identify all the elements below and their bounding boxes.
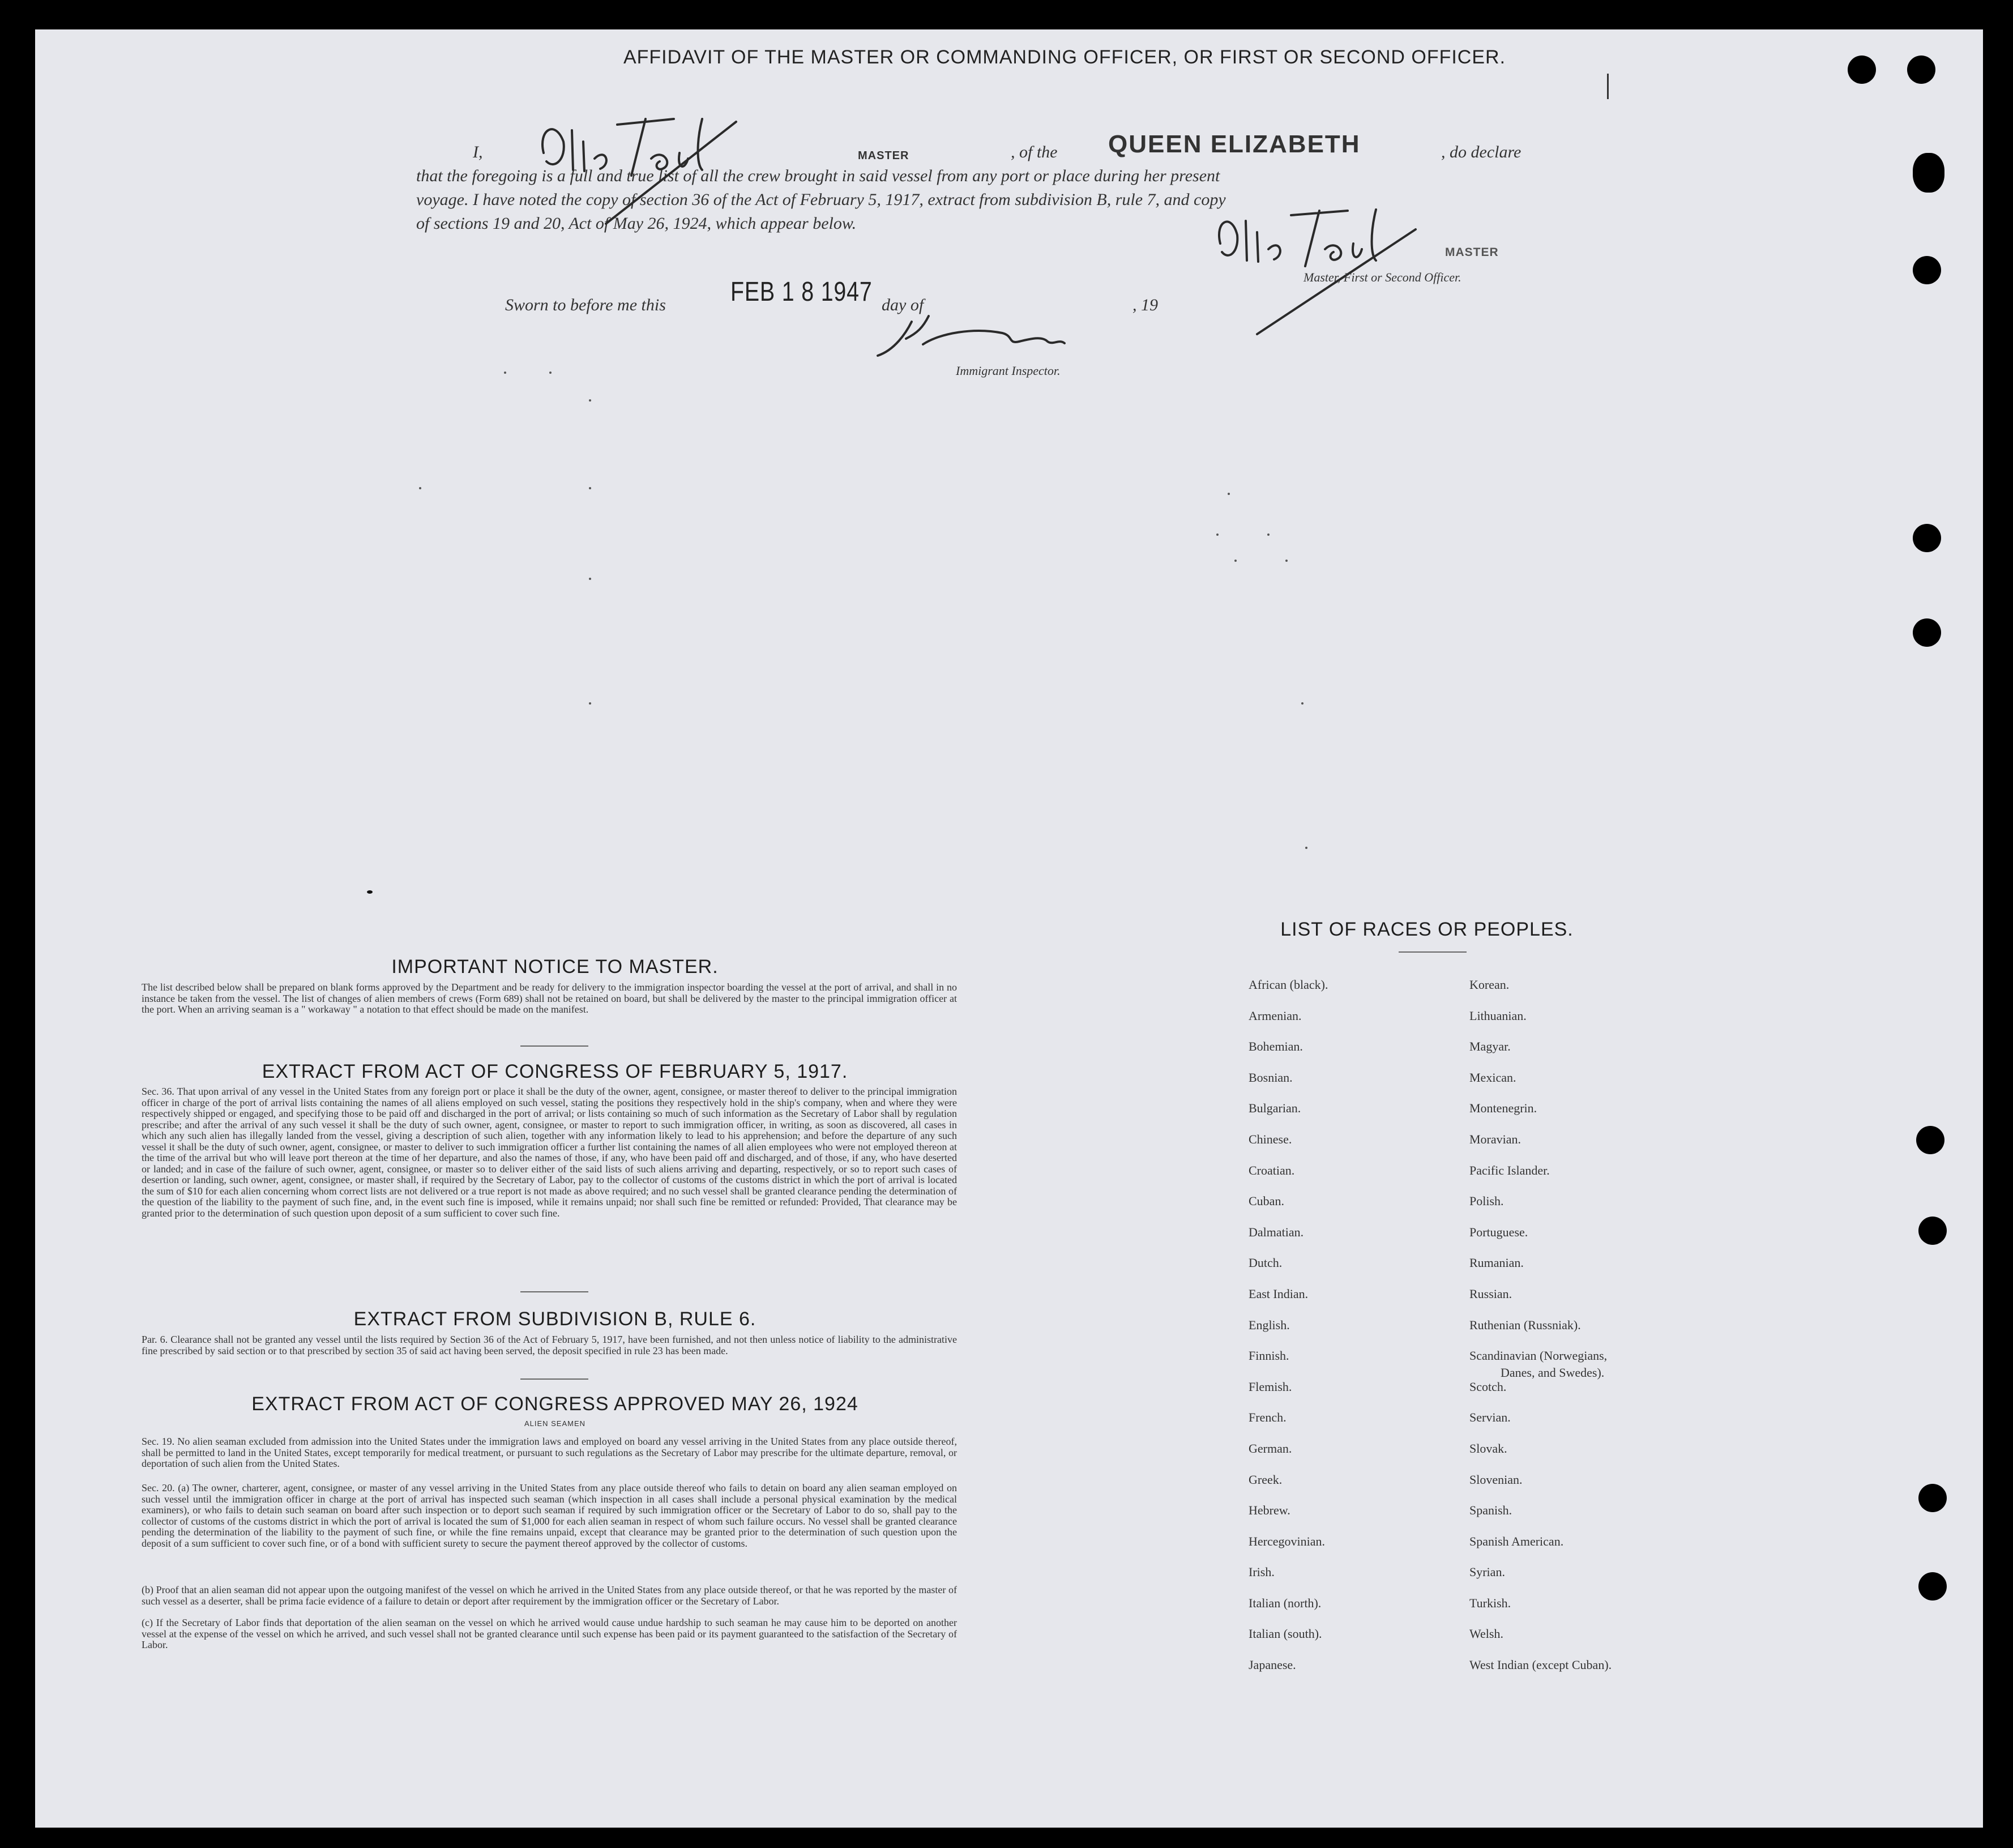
race-item: Italian (south). — [1249, 1627, 1322, 1641]
speck — [1305, 847, 1307, 849]
speck — [1267, 534, 1270, 536]
declaration-line-4: of sections 19 and 20, Act of May 26, 1924, which appear below. — [416, 214, 857, 233]
vessel-name: QUEEN ELIZABETH — [1108, 130, 1361, 158]
race-item: African (black). — [1249, 978, 1328, 992]
punch-hole-3 — [1913, 153, 1944, 193]
race-item: Finnish. — [1249, 1348, 1289, 1363]
race-item: English. — [1249, 1317, 1290, 1332]
master-signature-1 — [532, 108, 747, 232]
race-item: Croatian. — [1249, 1163, 1295, 1177]
races-heading: LIST OF RACES OR PEOPLES. — [1280, 919, 1574, 940]
race-item-continuation: Danes, and Swedes). — [1501, 1365, 1605, 1380]
year-label: , 19 — [1132, 296, 1158, 314]
race-item: Pacific Islander. — [1469, 1163, 1550, 1177]
extract-1924-sec20a: Sec. 20. (a) The owner, charterer, agent, consignee, or master of any vessel arriving in the United States from any place outside thereof who fails to detain on board any alien seaman employed on such vessel until the immigration officer in charge at the port of arrival has inspected such seaman (which inspection in all cases shall include a personal physical examination by the medical examiners), or who fails to detain such seaman on board after such inspection or to deport such seaman if required by such immigration officer or the Secretary of Labor to do so, shall pay to the collector of customs of the customs district in which the port of arrival is located the sum of $1,000 for each alien seaman in respect of whom such failure occurs. No vessel shall be granted clearance pending the determination of the liability to the payment of such fine, or while the fine remains unpaid, except that clearance may be granted prior to the determination of such question upon the deposit of a sum sufficient to cover such fine, or of a bond with sufficient surety to secure the payment thereof approved by the collector of customs. — [142, 1482, 957, 1549]
sworn-date-stamp: FEB 1 8 1947 — [730, 277, 873, 307]
race-item: German. — [1249, 1441, 1292, 1456]
race-item: Flemish. — [1249, 1379, 1292, 1394]
divider — [1399, 951, 1467, 953]
extract-1924-sec19: Sec. 19. No alien seaman excluded from admission into the United States under the immigration laws and employed on board any vessel arriving in the United States from any place outside thereof, shall be permitted to land in the United States, except temporarily for medical treatment, or pursuant to such regulations as the Secretary of Labor may prescribe for the ultimate departure, removal, or deportation of such alien from the United States. — [142, 1436, 957, 1469]
punch-hole-6 — [1913, 618, 1941, 647]
punch-hole-1 — [1848, 56, 1876, 84]
race-item: Portuguese. — [1469, 1224, 1528, 1239]
affidavit-heading: AFFIDAVIT OF THE MASTER OR COMMANDING OFFICER, OR FIRST OR SECOND OFFICER. — [623, 46, 1506, 68]
sworn-label: Sworn to before me this — [505, 296, 666, 314]
divider — [520, 1378, 588, 1380]
speck — [1228, 493, 1230, 495]
speck — [1607, 74, 1609, 99]
signature-rank-stamp: MASTER — [1445, 246, 1499, 259]
race-item: Scotch. — [1469, 1379, 1507, 1394]
day-of-label: day of — [882, 296, 924, 314]
inspector-caption: Immigrant Inspector. — [956, 364, 1061, 378]
race-item: Bulgarian. — [1249, 1101, 1301, 1116]
punch-hole-9 — [1918, 1484, 1947, 1512]
do-declare-label: , do declare — [1441, 143, 1521, 161]
race-item: Japanese. — [1249, 1658, 1296, 1672]
master-signature-2 — [1206, 198, 1427, 340]
race-item: Slovenian. — [1469, 1472, 1523, 1487]
notice-heading: IMPORTANT NOTICE TO MASTER. — [391, 956, 719, 978]
race-item: West Indian (except Cuban). — [1469, 1658, 1612, 1672]
i-label: I, — [473, 143, 483, 161]
divider — [520, 1291, 588, 1292]
race-item: Bosnian. — [1249, 1070, 1293, 1085]
punch-hole-5 — [1913, 524, 1941, 552]
speck — [549, 372, 552, 374]
race-item: Welsh. — [1469, 1627, 1503, 1641]
race-item: Slovak. — [1469, 1441, 1507, 1456]
race-item: Ruthenian (Russniak). — [1469, 1317, 1581, 1332]
speck — [1234, 560, 1237, 562]
punch-hole-8 — [1918, 1217, 1947, 1245]
race-item: Scandinavian (Norwegians, — [1469, 1348, 1608, 1363]
extract-1924-heading: EXTRACT FROM ACT OF CONGRESS APPROVED MAY 26, 1924 — [251, 1393, 858, 1415]
race-item: Spanish American. — [1469, 1534, 1564, 1548]
speck — [504, 372, 506, 374]
speck — [1216, 534, 1219, 536]
race-item: Dutch. — [1249, 1256, 1283, 1270]
extract-1924-sec20b: (b) Proof that an alien seaman did not appear upon the outgoing manifest of the vessel on which he arrived in the United States from any place outside thereof, or that he was reported by the master of such vessel as a deserter, shall be prima facie evidence of a failure to detain or deport after requirement by the immigration officer or the Secretary of Labor. — [142, 1584, 957, 1607]
punch-hole-10 — [1918, 1572, 1947, 1601]
race-item: Russian. — [1469, 1286, 1512, 1301]
speck — [1301, 702, 1303, 705]
race-item: Italian (north). — [1249, 1595, 1322, 1610]
punch-hole-4 — [1913, 256, 1941, 284]
signature-caption: Master, First or Second Officer. — [1303, 270, 1461, 284]
race-item: Hercegovinian. — [1249, 1534, 1325, 1548]
speck — [1285, 560, 1288, 562]
race-item: Greek. — [1249, 1472, 1283, 1487]
speck — [589, 578, 591, 580]
race-item: French. — [1249, 1410, 1287, 1425]
race-item: Chinese. — [1249, 1132, 1292, 1146]
rule6-heading: EXTRACT FROM SUBDIVISION B, RULE 6. — [353, 1308, 757, 1330]
divider — [520, 1045, 588, 1047]
race-item: Montenegrin. — [1469, 1101, 1537, 1116]
race-item: Korean. — [1469, 978, 1510, 992]
rule6-text: Par. 6. Clearance shall not be granted any vessel until the lists required by Section 36 of the Act of February 5, 1917, have been furnished, and not then unless notice of liability to the administrative fine prescribed by said section or to that prescribed by section 35 of said act having been served, the deposit specified in rule 23 has been made. — [142, 1334, 957, 1356]
speck — [589, 399, 591, 402]
race-item: Rumanian. — [1469, 1256, 1524, 1270]
race-item: Lithuanian. — [1469, 1008, 1527, 1023]
race-item: Hebrew. — [1249, 1503, 1290, 1518]
speck — [419, 487, 421, 489]
extract-1917-text: Sec. 36. That upon arrival of any vessel in the United States from any foreign port or place it shall be the duty of the owner, agent, consignee, or master thereof to deliver to the principal immigration officer in charge of the port of arrival lists containing the names of all aliens employed on such vessel, stating the positions they respectively hold in the ship's company, when and where they were respectively shipped or engaged, and specifying those to be paid off and discharged in the port of arrival; or lists containing so much of such information as the Secretary of Labor shall by regulation prescribe; and after the arrival of any such vessel it shall be the duty of such owner, agent, consignee, or master to report to such immigration officer, in writing, as soon as discovered, all cases in which any such alien has illegally landed from the vessel, giving a description of such alien, together with any information likely to lead to his apprehension; and before the departure of any such vessel it shall be the duty of such owner, agent, consignee, or master to deliver to such immigration officer a further list containing the names of all alien employees who were not employed thereon at the time of the arrival but who will leave port thereon at the time of her departure, and also the names of those, if any, who have been paid off and discharged, and of those, if any, who have deserted or landed; and in case of the failure of such owner, agent, consignee, or master so to deliver either of the said lists of such aliens arriving and departing, respectively, or so to report such cases of desertion or landing, such owner, agent, consignee, or master shall, if required by the Secretary of Labor, pay to the collector of customs of the customs district in which the port of arrival is located the sum of $10 for each alien concerning whom correct lists are not delivered or a true report is not made as above required; and no such vessel shall be granted clearance pending the determination of the question of the liability to the payment of such fine, and, in the event such fine is imposed, while it remains unpaid; nor shall such fine be remitted or refunded: Provided, That clearance may be granted prior to the determination of such question upon deposit of a sum sufficient to cover such fine. — [142, 1086, 957, 1219]
speck — [367, 890, 373, 894]
extract-1924-sec20c: (c) If the Secretary of Labor finds that deportation of the alien seaman on the vessel on which he arrived would cause undue hardship to such seaman he may cause him to be deported on another vessel at the expense of the vessel on which he arrived, and such vessel shall not be granted clearance until such expense has been paid or its payment guaranteed to the satisfaction of the Secretary of Labor. — [142, 1617, 957, 1650]
race-item: Magyar. — [1469, 1039, 1511, 1054]
extract-1917-heading: EXTRACT FROM ACT OF CONGRESS OF FEBRUARY 5, 1917. — [262, 1061, 848, 1082]
races-list-right — [1469, 970, 1707, 1681]
race-item: East Indian. — [1249, 1286, 1309, 1301]
race-item: Servian. — [1469, 1410, 1511, 1425]
notice-text: The list described below shall be prepared on blank forms approved by the Department and be ready for delivery to the immigration inspector boarding the vessel at the port of arrival, and shall in no instance be taken from the vessel. The list of changes of alien members of crews (Form 689) shall not be retained on board, but shall be delivered by the master to the principal immigration officer at the port. When an arriving seaman is a " workaway " a notation to that effect should be made on the manifest. — [142, 981, 957, 1015]
race-item: Turkish. — [1469, 1595, 1511, 1610]
speck — [589, 487, 591, 489]
rank-stamp: MASTER — [858, 150, 909, 162]
race-item: Mexican. — [1469, 1070, 1516, 1085]
declaration-line-2: that the foregoing is a full and true list of all the crew brought in said vessel from any port or place during her present — [416, 167, 1220, 185]
race-item: Spanish. — [1469, 1503, 1512, 1518]
extract-1924-subheading: ALIEN SEAMEN — [524, 1419, 586, 1428]
race-item: Armenian. — [1249, 1008, 1302, 1023]
declaration-line-3: voyage. I have noted the copy of section 36 of the Act of February 5, 1917, extract from subdivision B, rule 7, and copy — [416, 190, 1226, 209]
race-item: Irish. — [1249, 1565, 1275, 1580]
races-list-left — [1249, 970, 1452, 1681]
punch-hole-2 — [1907, 56, 1935, 84]
inspector-signature — [872, 310, 1099, 361]
speck — [589, 702, 591, 705]
of-the-label: , of the — [1011, 143, 1058, 161]
race-item: Moravian. — [1469, 1132, 1521, 1146]
race-item: Polish. — [1469, 1194, 1504, 1209]
punch-hole-7 — [1916, 1126, 1944, 1154]
race-item: Syrian. — [1469, 1565, 1505, 1580]
race-item: Dalmatian. — [1249, 1224, 1304, 1239]
race-item: Bohemian. — [1249, 1039, 1303, 1054]
race-item: Cuban. — [1249, 1194, 1284, 1209]
